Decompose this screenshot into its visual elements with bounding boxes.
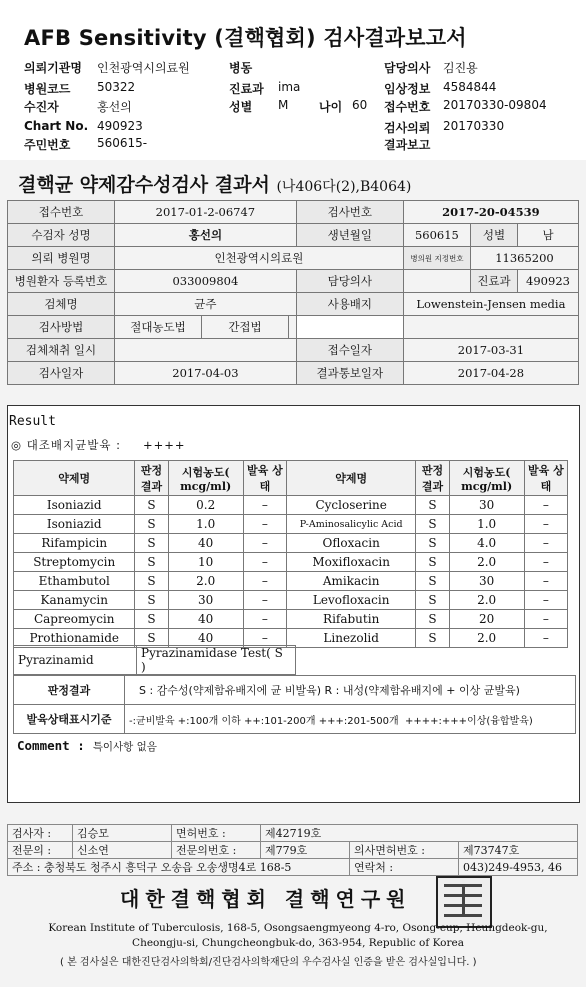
clinical-label: 임상정보 xyxy=(384,82,431,96)
drug-row xyxy=(14,591,568,610)
growth-status: – xyxy=(243,591,286,610)
judge-result: S xyxy=(416,572,449,591)
test-concentration: 30 xyxy=(449,496,524,515)
ward-label: 병동 xyxy=(229,61,253,75)
judge-result: S xyxy=(135,572,168,591)
drug-name: Isoniazid xyxy=(14,496,135,515)
growth-status: – xyxy=(524,572,567,591)
doctor-value: 김진용 xyxy=(443,61,478,75)
judge-result: S xyxy=(135,629,168,648)
judge-result: S xyxy=(135,610,168,629)
pyrazinamid-row: Pyrazinamid Pyrazinamidase Test( S ) xyxy=(13,645,296,675)
rrn-label: 주민번호 xyxy=(24,138,71,152)
drug-name: Streptomycin xyxy=(14,553,135,572)
growth-status: – xyxy=(243,572,286,591)
judge-result: S xyxy=(135,553,168,572)
test-concentration: 2.0 xyxy=(449,591,524,610)
control-growth: ◎ 대조배지균발육 : ++++ xyxy=(11,438,186,452)
chart-label: Chart No. xyxy=(24,119,89,133)
patient-label: 수진자 xyxy=(24,100,59,114)
accession-value: 20170330-09804 xyxy=(443,98,547,112)
test-concentration: 30 xyxy=(449,572,524,591)
age-value: 60 xyxy=(352,98,368,112)
drug-name: Rifampicin xyxy=(14,534,135,553)
drug-name: P-Aminosalicylic Acid xyxy=(286,515,415,534)
drug-row xyxy=(14,534,568,553)
test-concentration: 2.0 xyxy=(449,553,524,572)
report-label: 결과보고 xyxy=(384,138,431,152)
judge-result: S xyxy=(135,591,168,610)
inst-value: 인천광역시의료원 xyxy=(97,61,190,75)
test-concentration: 2.0 xyxy=(449,629,524,648)
test-concentration: 1.0 xyxy=(168,515,243,534)
test-concentration: 30 xyxy=(168,591,243,610)
growth-status: – xyxy=(243,610,286,629)
sex-value: M xyxy=(278,98,289,112)
drug-name: Linezolid xyxy=(286,629,415,648)
growth-status: – xyxy=(524,629,567,648)
inst-label: 의뢰기관명 xyxy=(24,61,82,75)
test-concentration: 2.0 xyxy=(168,572,243,591)
drug-row xyxy=(14,610,568,629)
drug-name: Isoniazid xyxy=(14,515,135,534)
result-title: Result xyxy=(9,414,56,429)
drug-name: Moxifloxacin xyxy=(286,553,415,572)
growth-status: – xyxy=(524,496,567,515)
certification-note: ( 본 검사실은 대한진단검사의학회/진단검사의학재단의 우수검사실 인증을 받은 검사실입니다. ) xyxy=(60,957,477,968)
drug-name: Cycloserine xyxy=(286,496,415,515)
hosp-code-value: 50322 xyxy=(97,80,136,94)
test-concentration: 40 xyxy=(168,629,243,648)
drug-name: Ethambutol xyxy=(14,572,135,591)
growth-status: – xyxy=(243,553,286,572)
patient-value: 홍선의 xyxy=(97,100,132,114)
request-label: 검사의뢰 xyxy=(384,121,431,135)
growth-status: – xyxy=(524,534,567,553)
rrn-value: 560615- xyxy=(97,136,148,150)
clinical-value: 4584844 xyxy=(443,80,497,94)
drug-result-table: 약제명 판정 결과 시험농도( mcg/ml) 발육 상태 약제명 판정 결과 시험농도( mcg/ml) 발육 상태 Isoniazid S 0.2 – Cycloserine S 30 – Isoniazid S 1.0 – P-Aminosalicylic Acid S 1.0 – Rifampicin S 40 – Ofloxacin S 4.0 – Streptomycin S 10 – Moxifloxacin S 2.0 – Ethambutol S 2.0 – Amikacin S 30 – Kanamycin S 30 – Levofloxacin S 2.0 – Capreomycin S 40 – Rifabutin S 20 – Prothionamide S 40 – Linezolid S 2.0 – xyxy=(13,460,568,648)
growth-status: – xyxy=(524,610,567,629)
growth-status: – xyxy=(524,515,567,534)
drug-row xyxy=(14,515,568,534)
judge-result: S xyxy=(416,515,449,534)
report-title: 결핵균 약제감수성검사 결과서 (나406다(2),B4064) xyxy=(18,174,412,196)
accession-label: 접수번호 xyxy=(384,100,431,114)
judge-result: S xyxy=(416,629,449,648)
growth-status: – xyxy=(243,496,286,515)
test-concentration: 0.2 xyxy=(168,496,243,515)
judge-result: S xyxy=(416,610,449,629)
judge-result: S xyxy=(416,553,449,572)
drug-name: Ofloxacin xyxy=(286,534,415,553)
doctor-label: 담당의사 xyxy=(384,61,431,75)
examiner-table: 검사자 : 김승모 면허번호 : 제42719호 전문의 : 신소연 전문의번호 : 제779호 의사면허번호 : 제73747호 주소 : 충청북도 청주시 흥덕구 오송읍 오송생명4로 168-5 연락처 : 043)249-4953, 46 xyxy=(7,824,578,876)
comment: Comment : 특이사항 없음 xyxy=(17,738,157,753)
legend-table: 판정결과 S : 감수성(약제함유배지에 균 비발육) R : 내성(약제함유배지에 + 이상 균발육) 발육상태표시기준 -:균비발육 +:100개 이하 ++:101-200개 +++:201-500개 ++++:+++이상(융합발육) xyxy=(13,675,576,734)
test-concentration: 1.0 xyxy=(449,515,524,534)
institute-name: 대한결핵협회 결핵연구원 xyxy=(120,887,412,911)
drug-name: Rifabutin xyxy=(286,610,415,629)
dept-label: 진료과 xyxy=(229,82,264,96)
drug-row xyxy=(14,572,568,591)
test-concentration: 10 xyxy=(168,553,243,572)
growth-status: – xyxy=(524,553,567,572)
test-concentration: 20 xyxy=(449,610,524,629)
institute-address: Korean Institute of Tuberculosis, 168-5, Osongsaengmyeong 4-ro, Osong-eup, Heungdeok-gu, Cheongju-si, Chungcheongbuk-do, 363-954, Republic of Korea xyxy=(48,922,548,949)
growth-status: – xyxy=(243,515,286,534)
test-concentration: 40 xyxy=(168,610,243,629)
judge-result: S xyxy=(416,496,449,515)
age-label: 나이 xyxy=(319,100,343,114)
patient-info-table: 접수번호 2017-01-2-06747 검사번호 2017-20-04539 수검자 성명 홍선의 생년월일 560615 성별 남 의뢰 병원명 인천광역시의료원 병의원 지정번호 11365200 병원환자 등록번호 033009804 담당의사 진료과 490923 검체명 균주 사용배지 Lowenstein-Jensen media 검사방법 절대농도법 간접법 검체채취 일시 접수일자 2017-03-31 검사일자 2017-04-03 결과통보일자 2017-04-28 xyxy=(7,200,579,385)
drug-name: Prothionamide xyxy=(14,629,135,648)
drug-row xyxy=(14,553,568,572)
growth-status: – xyxy=(243,629,286,648)
drug-name: Kanamycin xyxy=(14,591,135,610)
test-concentration: 4.0 xyxy=(449,534,524,553)
judge-result: S xyxy=(135,515,168,534)
judge-result: S xyxy=(135,496,168,515)
judge-result: S xyxy=(416,534,449,553)
page-title: AFB Sensitivity (결핵협회) 검사결과보고서 xyxy=(24,26,467,50)
dept-value: ima xyxy=(278,80,301,94)
growth-status: – xyxy=(524,591,567,610)
drug-name: Amikacin xyxy=(286,572,415,591)
test-concentration: 40 xyxy=(168,534,243,553)
judge-result: S xyxy=(135,534,168,553)
drug-name: Capreomycin xyxy=(14,610,135,629)
hosp-code-label: 병원코드 xyxy=(24,82,71,96)
drug-row xyxy=(14,496,568,515)
request-value: 20170330 xyxy=(443,119,505,133)
drug-name: Levofloxacin xyxy=(286,591,415,610)
chart-value: 490923 xyxy=(97,119,143,133)
growth-status: – xyxy=(243,534,286,553)
judge-result: S xyxy=(416,591,449,610)
sex-label: 성별 xyxy=(229,100,253,114)
